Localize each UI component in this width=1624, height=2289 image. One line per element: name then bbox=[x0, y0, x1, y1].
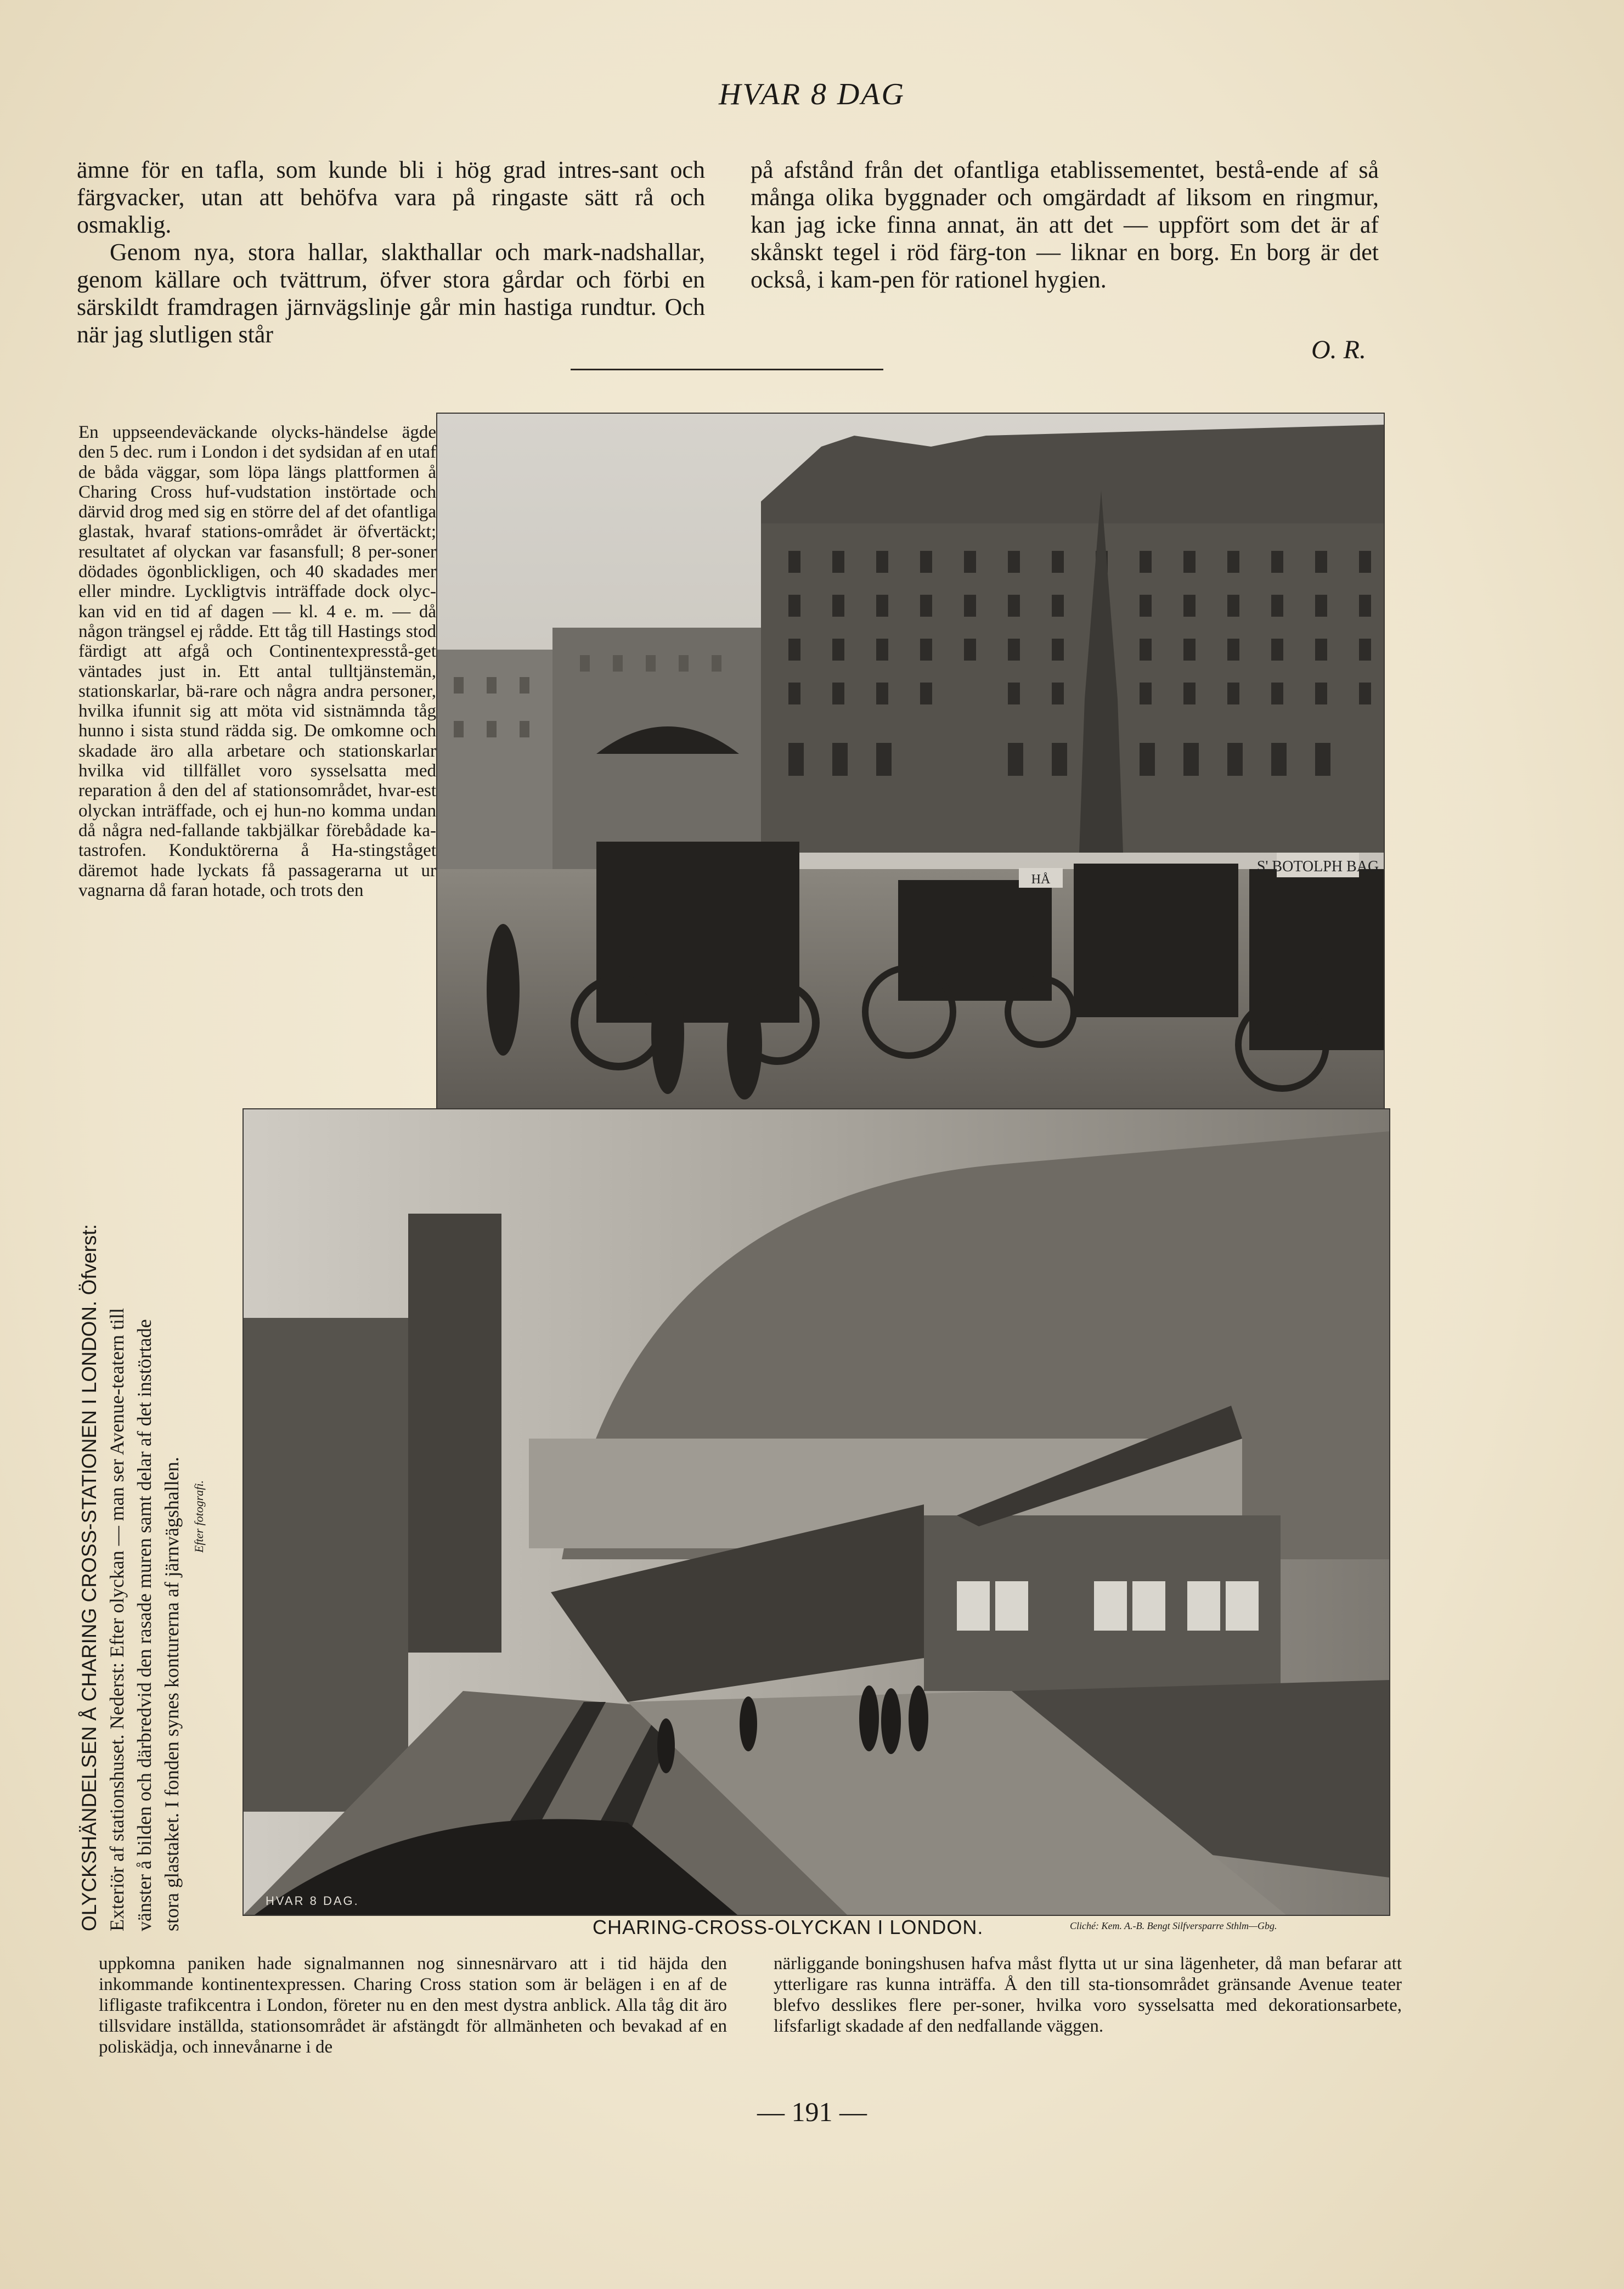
running-header: HVAR 8 DAG bbox=[719, 77, 905, 111]
photo-watermark: HVAR 8 DAG. bbox=[266, 1894, 359, 1908]
section-divider bbox=[571, 369, 883, 370]
vertical-caption-area bbox=[76, 1114, 246, 1931]
side-article-text: En uppseendeväckande olycks-händelse ägde den 5 dec. rum i London i det sydsidan af en utaf de båda väggar, som löpa längs plattformen å Charing Cross huf-vudstation instörtade och därvid drog med sig en större del af det ofantliga glastak, hvaraf stations-området är öfvertäckt; resultatet af olyckan var fasansfull; 8 per-soner dödades ögonblickligen, och 40 skadades mer eller mindre. Lyckligtvis inträffade dock olyc-kan vid en tid af dagen — kl. 4 e. m. — då någon trängsel ej rådde. Ett tåg till Hastings stod färdigt att afgå och Continentexpresstå-get väntades just in. Ett antal tulltjänstemän, stationskarlar, bä-rare och några andra personer, hvilka ifunnit sig att möta vid sistnämnda tåg hunno i sista stund rädda sig. De omkomne och skadade äro alla arbetare och stationskarlar hvilka vid tillfället voro sysselsatta med reparation å den del af stationsområdet, hvar-est olyckan inträffade, och ej hun-no komma undan då några ned-fallande takbjälkar förebådade ka-tastrofen. Konduktörerna å Ha-stingståget däremot hade lyckats få passagerarna ut ur vagnarna då faran hotade, och trots den bbox=[78, 422, 436, 900]
bottom-right-column bbox=[774, 1953, 1402, 2037]
article-paragraph: på afstånd från det ofantliga etablissementet, bestå-ende af så många olika byggnader och omgärdadt af liksom en ringmur, kan jag icke finna annat, än att det — uppfört som det är af skånskt tegel i röd färg-ton — liknar en borg. En borg är det också, i kam-pen för rationel hygien. bbox=[751, 156, 1379, 293]
article-left-column bbox=[77, 156, 705, 348]
cliche-credit: Cliché: Kem. A.-B. Bengt Silfversparre Sthlm—Gbg. bbox=[1070, 1920, 1277, 1931]
article-paragraph: uppkomna paniken hade signalmannen nog sinnesnärvaro att i tid häjda den inkommande kontinentexpressen. Charing Cross station som är belägen i en af de lifligaste trafikcentra i London, företer nu en den mest dystra anblick. Alla tåg dit äro tillsvidare inställda, stationsområdet är afstängdt för allmänheten och bevakad af en poliskädja, och innevånarne i de bbox=[99, 1954, 727, 2057]
omnibus-sign-left: HÅ bbox=[1031, 872, 1051, 887]
vertical-caption-line: stora glastaket. I fonden synes konturerna af järnvägshallen. bbox=[161, 1457, 183, 1931]
page-number: — 191 — bbox=[757, 2096, 867, 2127]
vertical-caption-line: Exteriör af stationshuset. Nederst: Efter olyckan — man ser Avenue-teatern till bbox=[106, 1308, 128, 1931]
vertical-caption-line: vänster å bilden och därbredvid den rasade muren samt delar af det instörtade bbox=[133, 1319, 155, 1931]
article-paragraph: ämne för en tafla, som kunde bli i hög grad intres-sant och färgvacker, utan att behöfva vara på ringaste sätt rå och osmaklig. bbox=[77, 156, 705, 238]
photo-collapse-aftermath bbox=[243, 1108, 1390, 1916]
vertical-caption-line: OLYCKSHÄNDELSEN Å CHARING CROSS-STATIONEN I LONDON. Öfverst: bbox=[78, 1224, 100, 1931]
omnibus-sign-right: S' BOTOLPH BAG bbox=[1256, 858, 1379, 875]
author-signature: O. R. bbox=[1311, 335, 1366, 364]
side-article bbox=[78, 422, 436, 900]
photo-credit: Efter fotografi. bbox=[192, 1480, 206, 1553]
article-right-column bbox=[751, 156, 1379, 294]
bottom-left-column bbox=[99, 1953, 727, 2057]
article-paragraph: närliggande boningshusen hafva måst flytta ut ur sina lägenheter, då man befarar att ytterligare ras kunna inträffa. Å den till sta-tionsområdet gränsande Avenue teater blefvo desslikes flere per-soner, hvilka voro sysselsatta med dekorationsarbete, lifsfarligt skadade af den nedfallande väggen. bbox=[774, 1954, 1402, 2036]
photo-caption: CHARING-CROSS-OLYCKAN I LONDON. bbox=[593, 1916, 984, 1938]
article-paragraph: Genom nya, stora hallar, slakthallar och mark-nadshallar, genom källare och tvättrum, öfver stora gårdar och förbi en särskildt framdragen järnvägslinje går min hastiga rundtur. Och när jag slutligen står bbox=[77, 239, 705, 348]
photo-charing-cross-exterior bbox=[436, 413, 1385, 1110]
